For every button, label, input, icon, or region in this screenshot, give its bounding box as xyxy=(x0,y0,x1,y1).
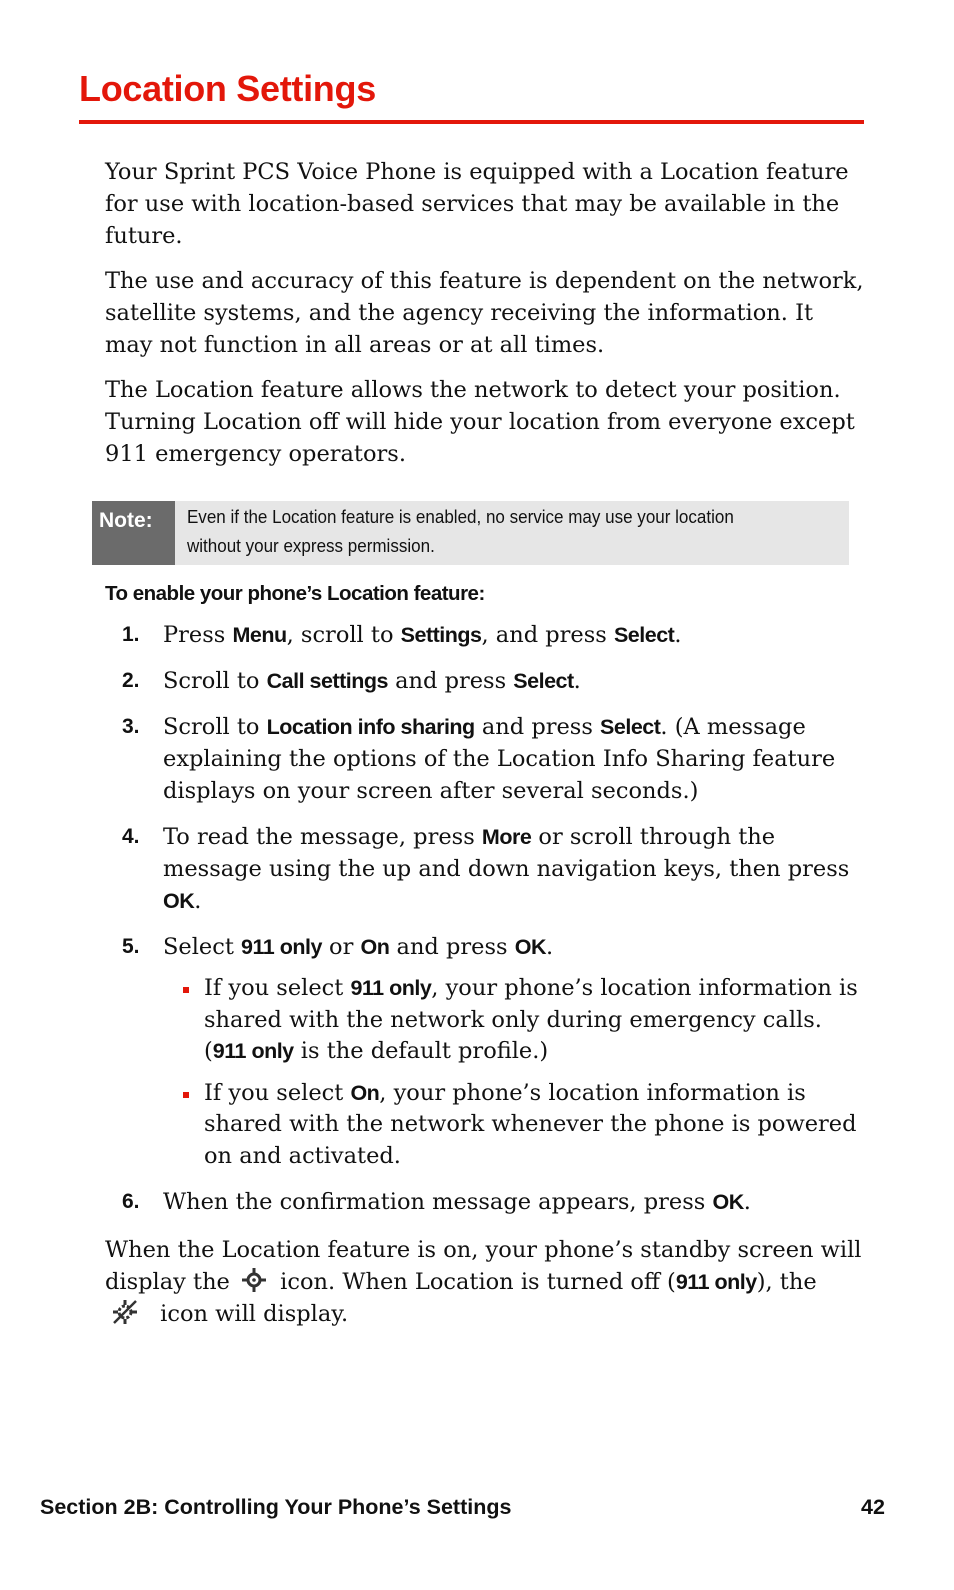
keyword-911-only: 911 only xyxy=(675,1270,757,1294)
step-text: , scroll to xyxy=(286,622,401,648)
step-number: 5. xyxy=(122,935,140,958)
note-box xyxy=(92,501,849,565)
step-text: When the confirmation message appears, press xyxy=(163,1189,713,1215)
intro-paragraph-3: The Location feature allows the network to detect your position. Turning Location off will hide your location from everyone except 911 emergency operators. xyxy=(105,377,855,467)
keyword-select: Select xyxy=(613,623,675,647)
keyword-settings: Settings xyxy=(400,623,482,647)
step-text: and press xyxy=(389,934,515,960)
closing-text: ), the xyxy=(756,1269,817,1295)
step-text: . xyxy=(573,668,581,694)
keyword-ok: OK xyxy=(163,889,195,913)
step-text: Press xyxy=(163,622,233,648)
step-number: 3. xyxy=(122,715,140,738)
closing-text: icon will display. xyxy=(153,1301,349,1327)
step-5 xyxy=(105,931,865,1172)
step-text: and press xyxy=(474,714,601,740)
step-3 xyxy=(105,711,865,807)
step-text: and press xyxy=(387,668,514,694)
step-text: . xyxy=(194,888,202,914)
steps-list xyxy=(105,619,865,1218)
step-5-bullets xyxy=(163,973,865,1172)
bullet-911-only xyxy=(163,973,865,1068)
keyword-menu: Menu xyxy=(232,623,287,647)
keyword-select: Select xyxy=(600,715,661,739)
location-on-icon xyxy=(241,1267,267,1293)
bullet-marker xyxy=(183,987,189,993)
bullet-text: If you select xyxy=(204,1079,351,1106)
intro-paragraph-2: The use and accuracy of this feature is dependent on the network, satellite systems, and the agency receiving the information. It may not function in all areas or at all times. xyxy=(105,268,864,358)
step-number: 2. xyxy=(122,669,140,692)
closing-text: icon. When Location is turned off ( xyxy=(273,1269,676,1295)
step-number: 6. xyxy=(122,1190,140,1213)
keyword-ok: OK xyxy=(514,935,546,959)
howto-heading: To enable your phone’s Location feature: xyxy=(105,582,485,605)
step-text: or xyxy=(321,934,361,960)
keyword-on: On xyxy=(350,1080,380,1105)
keyword-location-info-sharing: Location info sharing xyxy=(266,715,475,739)
body-content xyxy=(99,156,865,1343)
bullet-text: , your phone’s location information is shared with the network only during emergency calls. ( xyxy=(204,975,858,1064)
keyword-call-settings: Call settings xyxy=(266,669,388,693)
step-text: . xyxy=(743,1189,751,1215)
step-text: Select xyxy=(163,934,242,960)
closing-text: When the Location feature is on, your phone’s standby screen will display the xyxy=(105,1237,862,1295)
bullet-on xyxy=(163,1078,865,1173)
step-text: , and press xyxy=(481,622,614,648)
step-2 xyxy=(105,665,865,697)
bullet-marker xyxy=(183,1092,189,1098)
closing-paragraph xyxy=(105,1234,865,1330)
bullet-text: is the default profile.) xyxy=(293,1038,549,1064)
page-title: Location Settings xyxy=(79,68,376,109)
step-6 xyxy=(105,1186,865,1218)
step-text: . xyxy=(545,934,554,960)
step-4 xyxy=(105,821,865,917)
location-off-icon xyxy=(111,1299,139,1325)
step-number: 4. xyxy=(122,825,140,848)
step-1 xyxy=(105,619,865,651)
bullet-text: , your phone’s location information is shared with the network whenever the phone is powered on and activated. xyxy=(204,1079,857,1169)
keyword-911-only: 911 only xyxy=(241,935,322,959)
step-text: . xyxy=(674,622,682,648)
keyword-911-only: 911 only xyxy=(212,1039,294,1063)
footer-page-number: 42 xyxy=(861,1495,885,1519)
keyword-select: Select xyxy=(513,669,574,693)
bullet-text: If you select xyxy=(204,975,351,1001)
keyword-more: More xyxy=(481,825,532,849)
footer-section-title: Section 2B: Controlling Your Phone’s Settings xyxy=(40,1495,512,1519)
keyword-911-only: 911 only xyxy=(350,976,432,1000)
step-text: Scroll to xyxy=(163,668,267,694)
intro-paragraph-1: Your Sprint PCS Voice Phone is equipped with a Location feature for use with location-based services that may be available in the future. xyxy=(105,159,849,249)
note-text: Even if the Location feature is enabled, no service may use your location without your express permission. xyxy=(186,506,734,556)
step-text: To read the message, press xyxy=(163,824,482,850)
keyword-on: On xyxy=(360,935,390,959)
note-label: Note: xyxy=(92,501,175,565)
title-rule xyxy=(79,120,864,124)
step-text: . (A message explaining the options of the Location Info Sharing feature displays on your screen after several seconds.) xyxy=(163,714,836,804)
step-number: 1. xyxy=(122,623,140,646)
step-text: or scroll through the message using the up and down navigation keys, then press xyxy=(163,824,850,882)
step-text: Scroll to xyxy=(163,714,267,740)
keyword-ok: OK xyxy=(712,1190,744,1214)
